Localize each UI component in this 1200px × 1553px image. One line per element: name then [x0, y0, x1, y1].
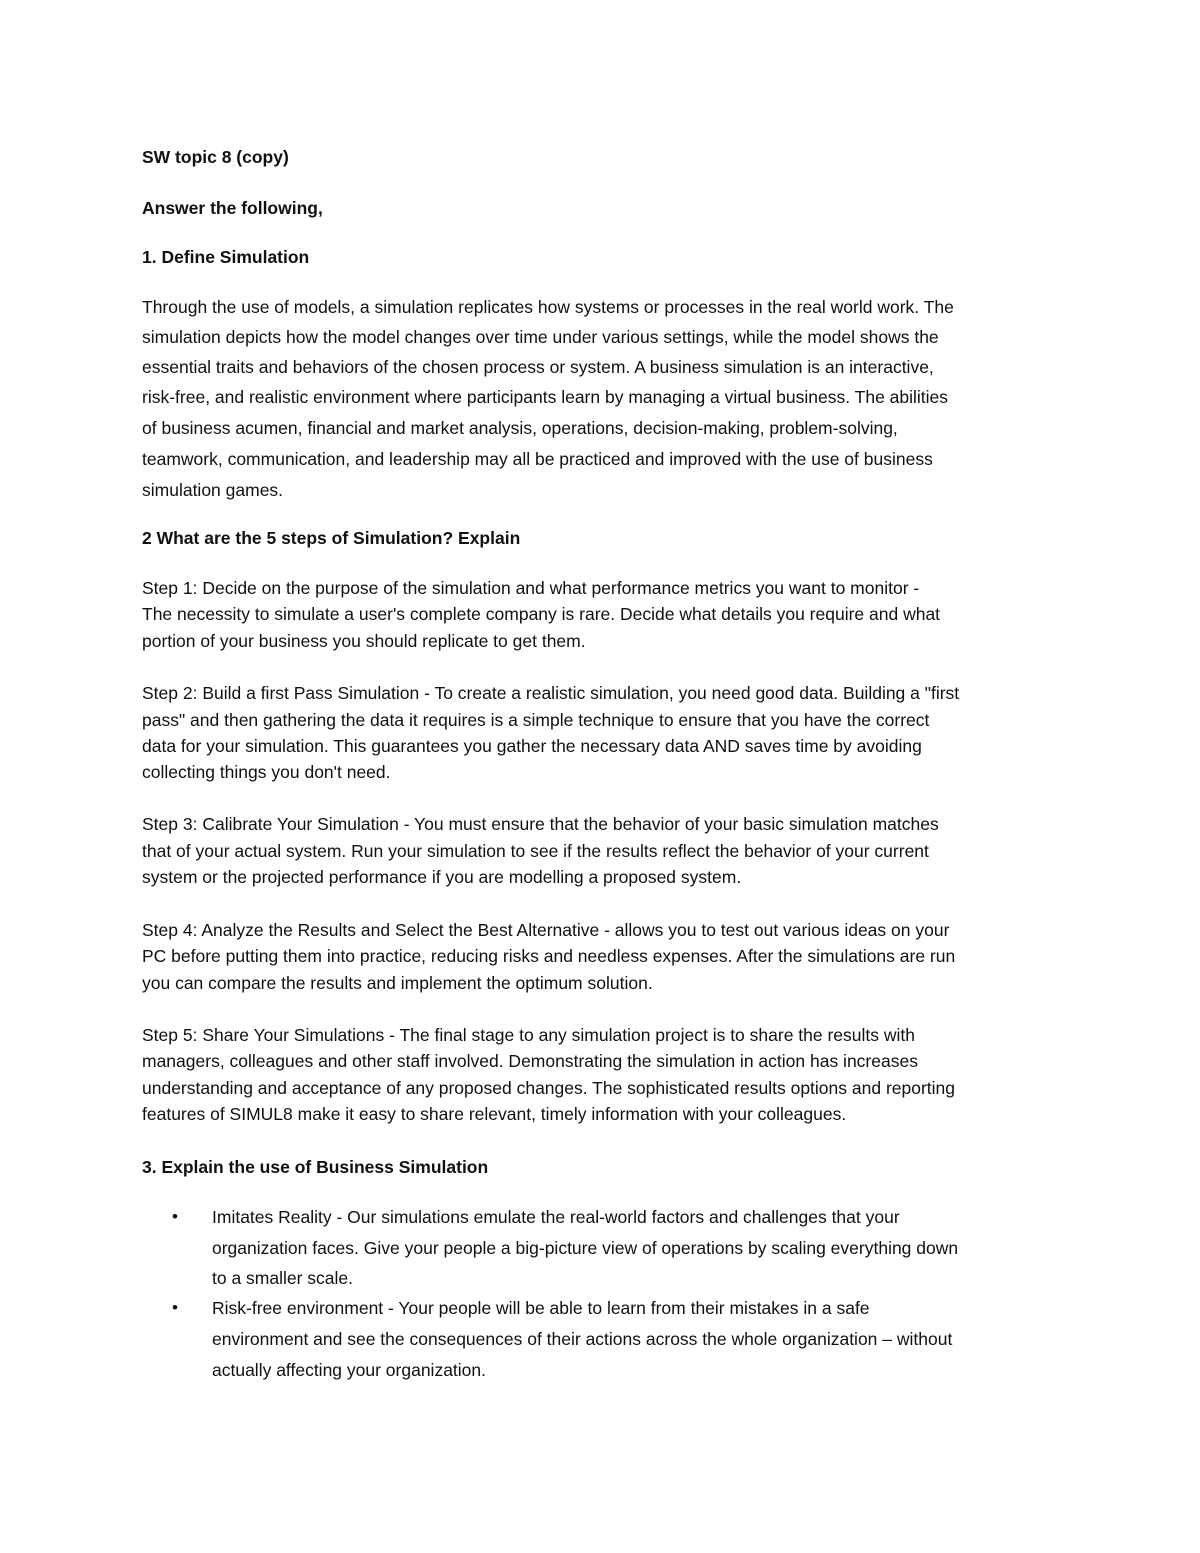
- step-4-line: you can compare the results and implement the optimum solution.: [142, 973, 653, 993]
- step-3-line: system or the projected performance if you are modelling a proposed system.: [142, 867, 742, 887]
- question-2-heading: 2 What are the 5 steps of Simulation? Explain: [142, 528, 521, 548]
- step-1-line: portion of your business you should replicate to get them.: [142, 631, 586, 651]
- bullet-icon: •: [172, 1207, 178, 1226]
- step-3-line: Step 3: Calibrate Your Simulation - You must ensure that the behavior of your basic simulation matches: [142, 814, 939, 834]
- bullet-2-line: Risk-free environment - Your people will be able to learn from their mistakes in a safe: [212, 1298, 870, 1318]
- q1-line: essential traits and behaviors of the chosen process or system. A business simulation is an interactive,: [142, 357, 934, 377]
- bullet-1-line: Imitates Reality - Our simulations emulate the real-world factors and challenges that your: [212, 1207, 900, 1227]
- q1-line: risk-free, and realistic environment where participants learn by managing a virtual business. The abilities: [142, 387, 949, 407]
- q1-line: Through the use of models, a simulation replicates how systems or processes in the real world work. The: [142, 297, 954, 317]
- step-4-line: PC before putting them into practice, reducing risks and needless expenses. After the simulations are run: [142, 946, 956, 966]
- bullet-1-line: to a smaller scale.: [212, 1268, 354, 1288]
- question-1-heading: 1. Define Simulation: [142, 247, 310, 267]
- q1-line: teamwork, communication, and leadership may all be practiced and improved with the use of business: [142, 449, 933, 469]
- step-2-line: collecting things you don't need.: [142, 762, 391, 782]
- step-1-line: The necessity to simulate a user's complete company is rare. Decide what details you require and what: [142, 604, 941, 624]
- q1-line: simulation games.: [142, 480, 284, 500]
- step-5-line: features of SIMUL8 make it easy to share relevant, timely information with your colleagues.: [142, 1104, 847, 1124]
- step-3-line: that of your actual system. Run your simulation to see if the results reflect the behavior of your current: [142, 841, 929, 861]
- step-2-line: pass" and then gathering the data it requires is a simple technique to ensure that you have the correct: [142, 710, 930, 730]
- bullet-1-line: organization faces. Give your people a big-picture view of operations by scaling everything down: [212, 1238, 959, 1258]
- bullet-2-line: actually affecting your organization.: [212, 1360, 487, 1380]
- step-2-line: Step 2: Build a first Pass Simulation - To create a realistic simulation, you need good data. Building a "first: [142, 683, 960, 703]
- step-5-line: Step 5: Share Your Simulations - The final stage to any simulation project is to share the results with: [142, 1025, 916, 1045]
- step-1-line: Step 1: Decide on the purpose of the simulation and what performance metrics you want to monitor -: [142, 578, 920, 598]
- q1-line: of business acumen, financial and market analysis, operations, decision-making, problem-solving,: [142, 418, 898, 438]
- step-5-line: understanding and acceptance of any proposed changes. The sophisticated results options and reporting: [142, 1078, 956, 1098]
- step-2-line: data for your simulation. This guarantees you gather the necessary data AND saves time by avoiding: [142, 736, 922, 756]
- bullet-2-line: environment and see the consequences of their actions across the whole organization – without: [212, 1329, 953, 1349]
- bullet-icon: •: [172, 1298, 178, 1317]
- q1-line: simulation depicts how the model changes over time under various settings, while the model shows the: [142, 327, 939, 347]
- step-5-line: managers, colleagues and other staff involved. Demonstrating the simulation in action has increases: [142, 1051, 918, 1071]
- document-title: SW topic 8 (copy): [142, 147, 289, 167]
- instruction-text: Answer the following,: [142, 198, 323, 218]
- question-3-heading: 3. Explain the use of Business Simulation: [142, 1157, 489, 1177]
- step-4-line: Step 4: Analyze the Results and Select the Best Alternative - allows you to test out various ideas on your: [142, 920, 950, 940]
